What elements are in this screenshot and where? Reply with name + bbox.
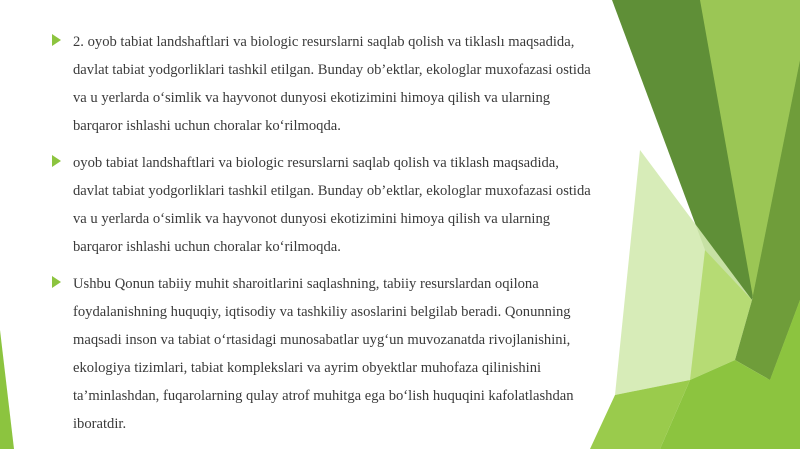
bullet-item-1 [52,28,592,140]
triangle-bullet-icon [52,155,61,167]
left-edge-facet [0,330,14,449]
triangle-bullet-icon [52,276,61,288]
bullet-text: 2. oyob tabiat landshaftlari va biologic resurslarni saqlab qolish va tiklaslı maqsadida, davlat tabiat yodgorliklari tashkil etilgan. Bunday ob’ektlar, ekologlar muxofazasi ostida va u yerlarda o‘simlik va hayvonot dunyosi ekotizimini himoya qilish va ularning barqaror ishlashi uchun choralar ko‘rilmoqda. [73,34,591,134]
bullet-text: oyob tabiat landshaftlari va biologic resurslarni saqlab qolish va tiklash maqsadida, davlat tabiat yodgorliklari tashkil etilgan. Bunday ob’ektlar, ekologlar muxofazasi ostida va u yerlarda o‘simlik va hayvonot dunyosi ekotizimini himoya qilish va ularning barqaror ishlashi uchun choralar ko‘rilmoqda. [73,155,591,255]
bullet-item-3 [52,270,592,438]
triangle-bullet-icon [52,34,61,46]
bullet-item-2 [52,149,592,261]
bullet-list [52,28,592,447]
bullet-text: Ushbu Qonun tabiiy muhit sharoitlarini saqlashning, tabiiy resurslardan oqilona foydalanishning huquqiy, iqtisodiy va tashkiliy asoslarini belgilab beradi. Qonunning maqsadi inson va tabiat o‘rtasidagi munosabatlar uyg‘un muvozanatda rivojlanishini, ekologiya tizimlari, tabiat komplekslari va ayrim obyektlar muhofaza qilinishini ta’minlashdan, fuqarolarning qulay atrof muhitga ega bo‘lish huquqini kafolatlashdan iboratdir. [73,276,574,432]
